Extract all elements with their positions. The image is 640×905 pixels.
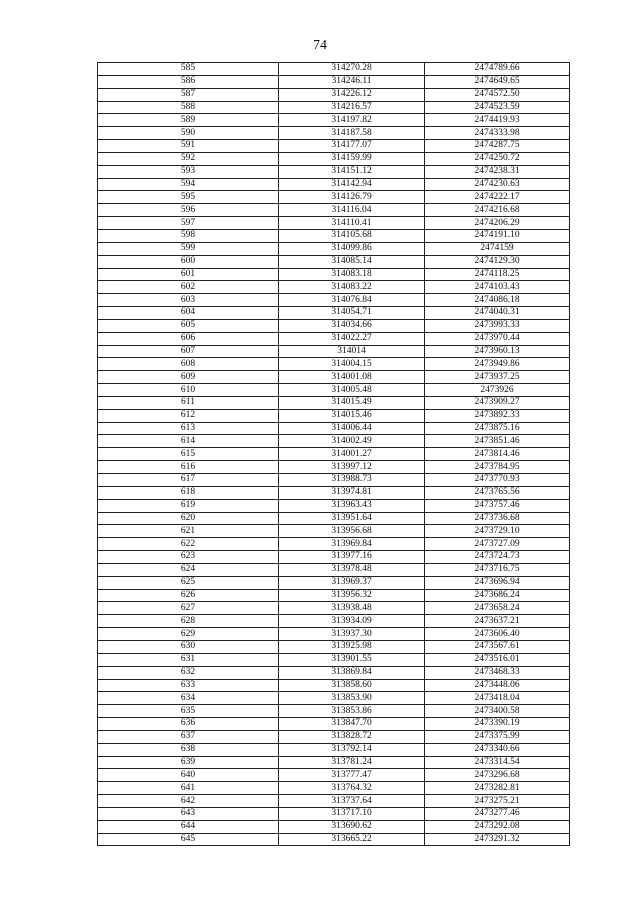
y-coordinate-cell: 2473993.33 <box>425 319 570 332</box>
table-row <box>98 807 570 820</box>
point-number-cell: 635 <box>98 705 279 718</box>
x-coordinate-cell: 314015.46 <box>279 409 425 422</box>
table-row <box>98 140 570 153</box>
y-coordinate-cell: 2474419.93 <box>425 114 570 127</box>
point-number-cell: 619 <box>98 499 279 512</box>
x-coordinate-cell: 313997.12 <box>279 461 425 474</box>
table-row <box>98 332 570 345</box>
y-coordinate-cell: 2474523.59 <box>425 101 570 114</box>
y-coordinate-cell: 2473390.19 <box>425 718 570 731</box>
x-coordinate-cell: 313901.55 <box>279 653 425 666</box>
table-row <box>98 75 570 88</box>
y-coordinate-cell: 2474222.17 <box>425 191 570 204</box>
table-row <box>98 409 570 422</box>
y-coordinate-cell: 2474216.68 <box>425 204 570 217</box>
table-row <box>98 756 570 769</box>
point-number-cell: 602 <box>98 281 279 294</box>
y-coordinate-cell: 2473851.46 <box>425 435 570 448</box>
table-row <box>98 679 570 692</box>
x-coordinate-cell: 314004.15 <box>279 358 425 371</box>
table-row <box>98 165 570 178</box>
point-number-cell: 592 <box>98 152 279 165</box>
table-row <box>98 255 570 268</box>
y-coordinate-cell: 2473729.10 <box>425 525 570 538</box>
x-coordinate-cell: 313969.84 <box>279 538 425 551</box>
table-row <box>98 114 570 127</box>
table-row <box>98 88 570 101</box>
y-coordinate-cell: 2473277.46 <box>425 807 570 820</box>
table-row <box>98 833 570 846</box>
y-coordinate-cell: 2474118.25 <box>425 268 570 281</box>
x-coordinate-cell: 313764.32 <box>279 782 425 795</box>
point-number-cell: 625 <box>98 576 279 589</box>
x-coordinate-cell: 314083.18 <box>279 268 425 281</box>
x-coordinate-cell: 314001.27 <box>279 448 425 461</box>
point-number-cell: 624 <box>98 563 279 576</box>
y-coordinate-cell: 2474086.18 <box>425 294 570 307</box>
x-coordinate-cell: 313737.64 <box>279 795 425 808</box>
y-coordinate-cell: 2473926 <box>425 384 570 397</box>
point-number-cell: 639 <box>98 756 279 769</box>
x-coordinate-cell: 313781.24 <box>279 756 425 769</box>
point-number-cell: 629 <box>98 628 279 641</box>
x-coordinate-cell: 314177.07 <box>279 140 425 153</box>
table-row <box>98 692 570 705</box>
table-row <box>98 448 570 461</box>
x-coordinate-cell: 314142.94 <box>279 178 425 191</box>
point-number-cell: 628 <box>98 615 279 628</box>
x-coordinate-cell: 314151.12 <box>279 165 425 178</box>
table-row <box>98 384 570 397</box>
point-number-cell: 614 <box>98 435 279 448</box>
y-coordinate-cell: 2473686.24 <box>425 589 570 602</box>
table-row <box>98 229 570 242</box>
x-coordinate-cell: 314099.86 <box>279 242 425 255</box>
y-coordinate-cell: 2474649.65 <box>425 75 570 88</box>
point-number-cell: 616 <box>98 461 279 474</box>
y-coordinate-cell: 2473770.93 <box>425 474 570 487</box>
x-coordinate-cell: 314187.58 <box>279 127 425 140</box>
table-row <box>98 563 570 576</box>
point-number-cell: 626 <box>98 589 279 602</box>
y-coordinate-cell: 2473291.32 <box>425 833 570 846</box>
point-number-cell: 617 <box>98 474 279 487</box>
point-number-cell: 595 <box>98 191 279 204</box>
x-coordinate-cell: 313978.48 <box>279 563 425 576</box>
table-row <box>98 435 570 448</box>
table-row <box>98 525 570 538</box>
y-coordinate-cell: 2473765.56 <box>425 486 570 499</box>
table-row <box>98 204 570 217</box>
table-row <box>98 396 570 409</box>
y-coordinate-cell: 2473296.68 <box>425 769 570 782</box>
point-number-cell: 590 <box>98 127 279 140</box>
x-coordinate-cell: 313847.70 <box>279 718 425 731</box>
table-row <box>98 268 570 281</box>
x-coordinate-cell: 313665.22 <box>279 833 425 846</box>
point-number-cell: 585 <box>98 63 279 76</box>
y-coordinate-cell: 2473949.86 <box>425 358 570 371</box>
y-coordinate-cell: 2473814.46 <box>425 448 570 461</box>
x-coordinate-cell: 314006.44 <box>279 422 425 435</box>
point-number-cell: 623 <box>98 551 279 564</box>
table-row <box>98 461 570 474</box>
x-coordinate-cell: 313974.81 <box>279 486 425 499</box>
x-coordinate-cell: 314159.99 <box>279 152 425 165</box>
table-row <box>98 101 570 114</box>
y-coordinate-cell: 2473340.66 <box>425 743 570 756</box>
x-coordinate-cell: 314105.68 <box>279 229 425 242</box>
x-coordinate-cell: 313717.10 <box>279 807 425 820</box>
y-coordinate-cell: 2474159 <box>425 242 570 255</box>
table-row <box>98 666 570 679</box>
point-number-cell: 641 <box>98 782 279 795</box>
coordinates-table-body <box>98 63 570 846</box>
point-number-cell: 598 <box>98 229 279 242</box>
y-coordinate-cell: 2473960.13 <box>425 345 570 358</box>
table-row <box>98 602 570 615</box>
point-number-cell: 608 <box>98 358 279 371</box>
y-coordinate-cell: 2473970.44 <box>425 332 570 345</box>
table-row <box>98 551 570 564</box>
x-coordinate-cell: 313925.98 <box>279 640 425 653</box>
x-coordinate-cell: 314002.49 <box>279 435 425 448</box>
table-row <box>98 422 570 435</box>
y-coordinate-cell: 2473637.21 <box>425 615 570 628</box>
table-row <box>98 178 570 191</box>
point-number-cell: 605 <box>98 319 279 332</box>
point-number-cell: 599 <box>98 242 279 255</box>
table-row <box>98 576 570 589</box>
x-coordinate-cell: 313951.64 <box>279 512 425 525</box>
table-row <box>98 743 570 756</box>
table-row <box>98 538 570 551</box>
x-coordinate-cell: 314005.48 <box>279 384 425 397</box>
x-coordinate-cell: 313858.60 <box>279 679 425 692</box>
point-number-cell: 610 <box>98 384 279 397</box>
table-row <box>98 512 570 525</box>
table-row <box>98 730 570 743</box>
y-coordinate-cell: 2474789.66 <box>425 63 570 76</box>
point-number-cell: 622 <box>98 538 279 551</box>
point-number-cell: 604 <box>98 307 279 320</box>
table-row <box>98 640 570 653</box>
point-number-cell: 633 <box>98 679 279 692</box>
x-coordinate-cell: 313690.62 <box>279 820 425 833</box>
x-coordinate-cell: 313937.30 <box>279 628 425 641</box>
y-coordinate-cell: 2474206.29 <box>425 217 570 230</box>
table-row <box>98 782 570 795</box>
point-number-cell: 601 <box>98 268 279 281</box>
x-coordinate-cell: 314110.41 <box>279 217 425 230</box>
x-coordinate-cell: 313938.48 <box>279 602 425 615</box>
point-number-cell: 638 <box>98 743 279 756</box>
table-row <box>98 474 570 487</box>
y-coordinate-cell: 2473727.09 <box>425 538 570 551</box>
point-number-cell: 606 <box>98 332 279 345</box>
x-coordinate-cell: 314054.71 <box>279 307 425 320</box>
point-number-cell: 637 <box>98 730 279 743</box>
y-coordinate-cell: 2473567.61 <box>425 640 570 653</box>
x-coordinate-cell: 313853.86 <box>279 705 425 718</box>
table-row <box>98 718 570 731</box>
x-coordinate-cell: 314270.28 <box>279 63 425 76</box>
y-coordinate-cell: 2473784.95 <box>425 461 570 474</box>
table-row <box>98 705 570 718</box>
y-coordinate-cell: 2474333.98 <box>425 127 570 140</box>
point-number-cell: 618 <box>98 486 279 499</box>
table-row <box>98 499 570 512</box>
point-number-cell: 634 <box>98 692 279 705</box>
x-coordinate-cell: 313828.72 <box>279 730 425 743</box>
table-row <box>98 795 570 808</box>
point-number-cell: 620 <box>98 512 279 525</box>
y-coordinate-cell: 2473757.46 <box>425 499 570 512</box>
x-coordinate-cell: 314197.82 <box>279 114 425 127</box>
point-number-cell: 586 <box>98 75 279 88</box>
table-row <box>98 820 570 833</box>
x-coordinate-cell: 313969.37 <box>279 576 425 589</box>
y-coordinate-cell: 2473716.75 <box>425 563 570 576</box>
table-row <box>98 653 570 666</box>
table-row <box>98 628 570 641</box>
y-coordinate-cell: 2473448.06 <box>425 679 570 692</box>
y-coordinate-cell: 2474040.31 <box>425 307 570 320</box>
y-coordinate-cell: 2474238.31 <box>425 165 570 178</box>
y-coordinate-cell: 2473875.16 <box>425 422 570 435</box>
point-number-cell: 607 <box>98 345 279 358</box>
point-number-cell: 632 <box>98 666 279 679</box>
y-coordinate-cell: 2473292.08 <box>425 820 570 833</box>
point-number-cell: 593 <box>98 165 279 178</box>
point-number-cell: 588 <box>98 101 279 114</box>
point-number-cell: 591 <box>98 140 279 153</box>
table-row <box>98 281 570 294</box>
point-number-cell: 643 <box>98 807 279 820</box>
y-coordinate-cell: 2473314.54 <box>425 756 570 769</box>
x-coordinate-cell: 314083.22 <box>279 281 425 294</box>
y-coordinate-cell: 2473275.21 <box>425 795 570 808</box>
point-number-cell: 603 <box>98 294 279 307</box>
x-coordinate-cell: 313963.43 <box>279 499 425 512</box>
y-coordinate-cell: 2474287.75 <box>425 140 570 153</box>
coordinates-table <box>97 62 570 846</box>
y-coordinate-cell: 2473375.99 <box>425 730 570 743</box>
point-number-cell: 613 <box>98 422 279 435</box>
point-number-cell: 644 <box>98 820 279 833</box>
x-coordinate-cell: 314014 <box>279 345 425 358</box>
x-coordinate-cell: 314126.79 <box>279 191 425 204</box>
table-row <box>98 615 570 628</box>
x-coordinate-cell: 313988.73 <box>279 474 425 487</box>
table-row <box>98 319 570 332</box>
point-number-cell: 612 <box>98 409 279 422</box>
x-coordinate-cell: 313853.90 <box>279 692 425 705</box>
x-coordinate-cell: 314226.12 <box>279 88 425 101</box>
x-coordinate-cell: 314116.04 <box>279 204 425 217</box>
x-coordinate-cell: 313777.47 <box>279 769 425 782</box>
x-coordinate-cell: 313977.16 <box>279 551 425 564</box>
y-coordinate-cell: 2473468.33 <box>425 666 570 679</box>
y-coordinate-cell: 2473606.40 <box>425 628 570 641</box>
table-row <box>98 191 570 204</box>
point-number-cell: 630 <box>98 640 279 653</box>
table-row <box>98 345 570 358</box>
y-coordinate-cell: 2473892.33 <box>425 409 570 422</box>
point-number-cell: 627 <box>98 602 279 615</box>
point-number-cell: 596 <box>98 204 279 217</box>
point-number-cell: 589 <box>98 114 279 127</box>
table-row <box>98 589 570 602</box>
y-coordinate-cell: 2473418.04 <box>425 692 570 705</box>
x-coordinate-cell: 313934.09 <box>279 615 425 628</box>
y-coordinate-cell: 2473909.27 <box>425 396 570 409</box>
point-number-cell: 600 <box>98 255 279 268</box>
x-coordinate-cell: 314246.11 <box>279 75 425 88</box>
point-number-cell: 640 <box>98 769 279 782</box>
y-coordinate-cell: 2473516.01 <box>425 653 570 666</box>
table-row <box>98 242 570 255</box>
x-coordinate-cell: 313956.68 <box>279 525 425 538</box>
x-coordinate-cell: 314022.27 <box>279 332 425 345</box>
y-coordinate-cell: 2473400.58 <box>425 705 570 718</box>
point-number-cell: 615 <box>98 448 279 461</box>
x-coordinate-cell: 314034.66 <box>279 319 425 332</box>
table-row <box>98 371 570 384</box>
table-row <box>98 127 570 140</box>
point-number-cell: 636 <box>98 718 279 731</box>
y-coordinate-cell: 2473282.81 <box>425 782 570 795</box>
page-number: 74 <box>313 38 327 53</box>
x-coordinate-cell: 314216.57 <box>279 101 425 114</box>
table-row <box>98 294 570 307</box>
table-row <box>98 152 570 165</box>
point-number-cell: 642 <box>98 795 279 808</box>
x-coordinate-cell: 314001.08 <box>279 371 425 384</box>
y-coordinate-cell: 2473696.94 <box>425 576 570 589</box>
y-coordinate-cell: 2473724.73 <box>425 551 570 564</box>
point-number-cell: 631 <box>98 653 279 666</box>
y-coordinate-cell: 2474230.63 <box>425 178 570 191</box>
y-coordinate-cell: 2474103.43 <box>425 281 570 294</box>
table-row <box>98 486 570 499</box>
y-coordinate-cell: 2473736.68 <box>425 512 570 525</box>
point-number-cell: 597 <box>98 217 279 230</box>
x-coordinate-cell: 313792.14 <box>279 743 425 756</box>
point-number-cell: 594 <box>98 178 279 191</box>
y-coordinate-cell: 2474250.72 <box>425 152 570 165</box>
x-coordinate-cell: 313869.84 <box>279 666 425 679</box>
table-row <box>98 358 570 371</box>
point-number-cell: 621 <box>98 525 279 538</box>
x-coordinate-cell: 314015.49 <box>279 396 425 409</box>
point-number-cell: 587 <box>98 88 279 101</box>
y-coordinate-cell: 2474572.50 <box>425 88 570 101</box>
table-row <box>98 63 570 76</box>
x-coordinate-cell: 314085.14 <box>279 255 425 268</box>
y-coordinate-cell: 2474191.10 <box>425 229 570 242</box>
point-number-cell: 609 <box>98 371 279 384</box>
y-coordinate-cell: 2473658.24 <box>425 602 570 615</box>
table-row <box>98 769 570 782</box>
x-coordinate-cell: 313956.32 <box>279 589 425 602</box>
table-row <box>98 307 570 320</box>
y-coordinate-cell: 2473937.25 <box>425 371 570 384</box>
point-number-cell: 645 <box>98 833 279 846</box>
x-coordinate-cell: 314076.84 <box>279 294 425 307</box>
table-row <box>98 217 570 230</box>
y-coordinate-cell: 2474129.30 <box>425 255 570 268</box>
point-number-cell: 611 <box>98 396 279 409</box>
